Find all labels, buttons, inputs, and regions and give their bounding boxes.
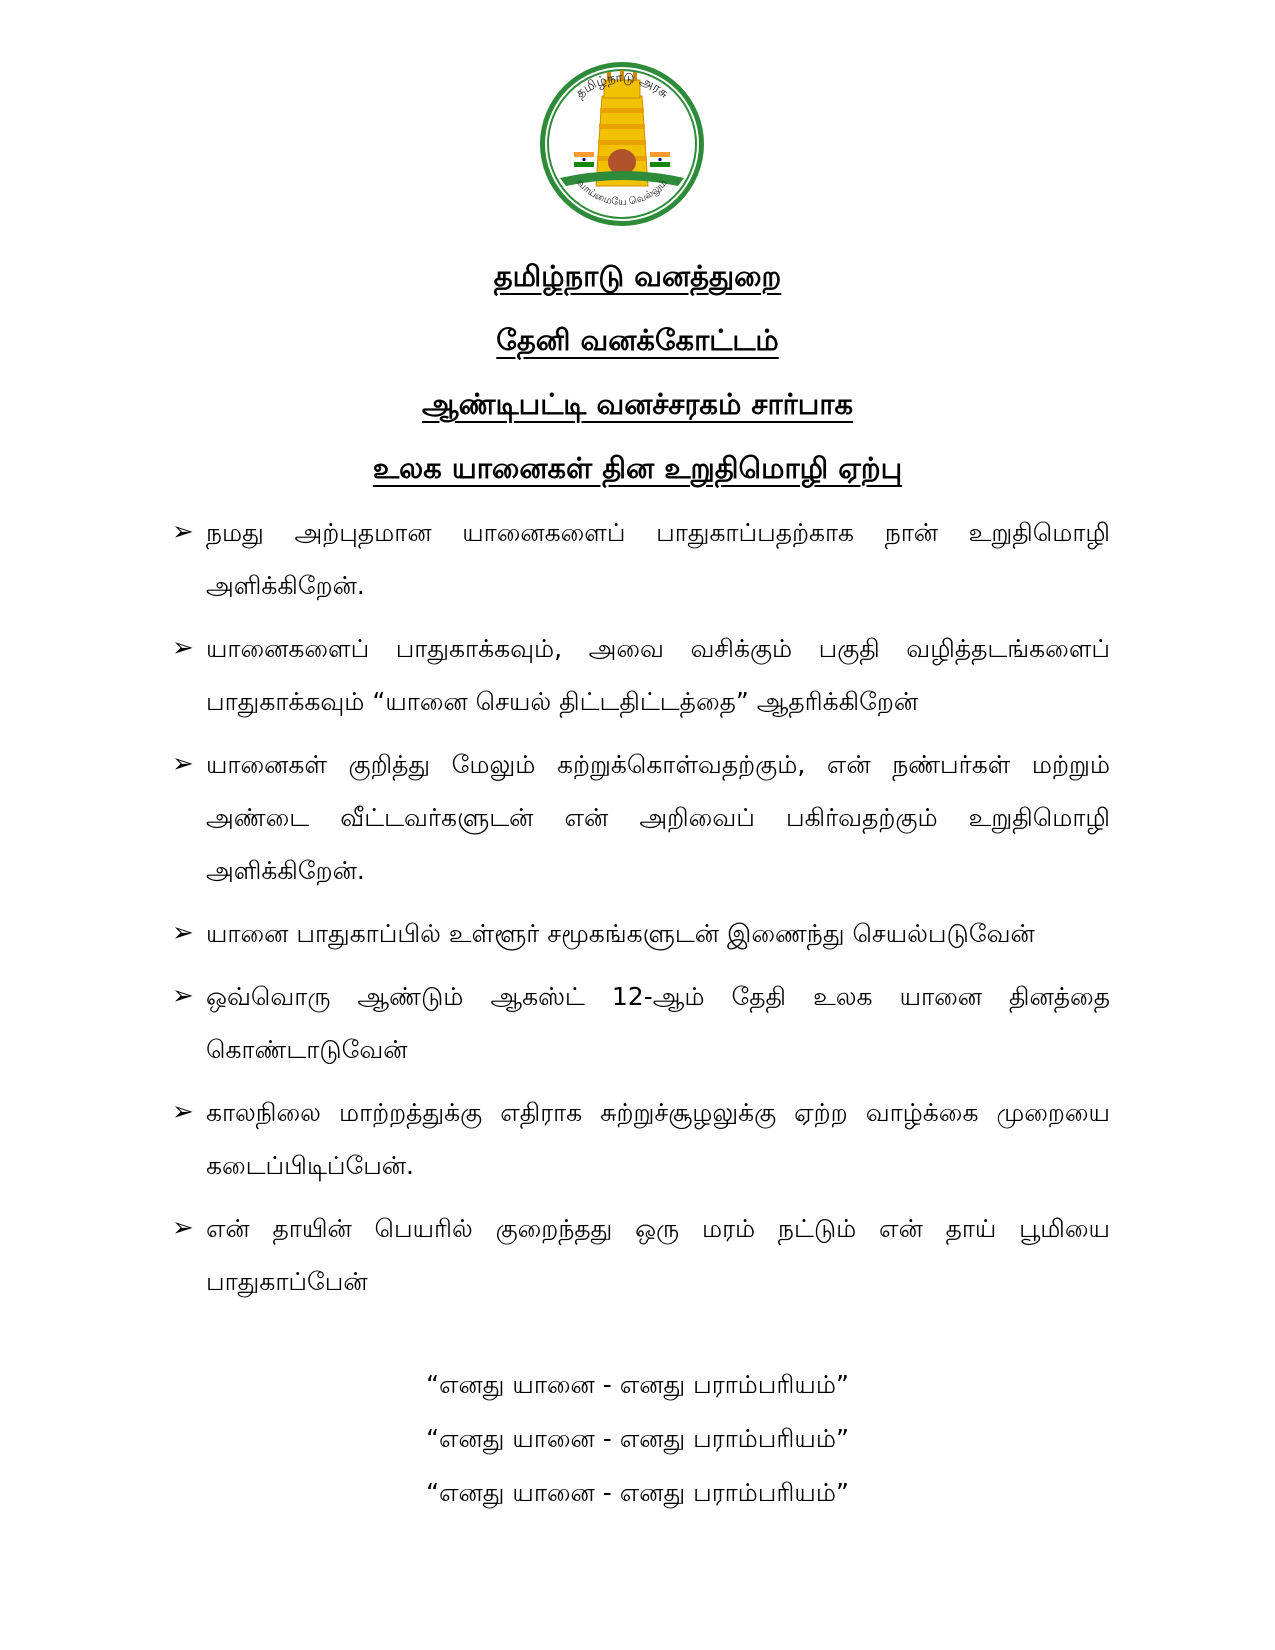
pledge-item: [172, 506, 1110, 612]
arrow-bullet-icon: ➢: [172, 981, 194, 1011]
document-headings: [0, 244, 1275, 500]
arrow-bullet-icon: ➢: [172, 517, 194, 547]
pledge-text: காலநிலை மாற்றத்துக்கு எதிராக சுற்றுச்சூழலுக்கு ஏற்ற வாழ்க்கை முறையை கடைப்பிடிப்பேன்.: [206, 1098, 1110, 1180]
arrow-bullet-icon: ➢: [172, 633, 194, 663]
svg-text:தமிழ்நாடு அரசு: தமிழ்நாடு அரசு: [572, 70, 672, 102]
arrow-bullet-icon: ➢: [172, 749, 194, 779]
svg-text:வாய்மையே வெல்லும்: வாய்மையே வெல்லும்: [574, 177, 670, 208]
pledge-title: உலக யானைகள் தின உறுதிமொழி ஏற்பு: [372, 451, 903, 485]
pledge-item: [172, 622, 1110, 728]
division-title: தேனி வனக்கோட்டம்: [496, 323, 779, 357]
slogan-line: “எனது யானை - எனது பராம்பரியம்”: [426, 1424, 849, 1453]
arrow-bullet-icon: ➢: [172, 1097, 194, 1127]
arrow-bullet-icon: ➢: [172, 1213, 194, 1243]
slogan-block: [0, 1358, 1275, 1520]
pledge-item: [172, 970, 1110, 1076]
department-title: தமிழ்நாடு வனத்துறை: [493, 259, 782, 293]
pledge-text: நமது அற்புதமான யானைகளைப் பாதுகாப்பதற்காக நான் உறுதிமொழி அளிக்கிறேன்.: [206, 518, 1110, 600]
slogan-line: “எனது யானை - எனது பராம்பரியம்”: [426, 1478, 849, 1507]
pledge-text: என் தாயின் பெயரில் குறைந்தது ஒரு மரம் நட்டும் என் தாய் பூமியை பாதுகாப்பேன்: [206, 1214, 1110, 1296]
pledge-list: [172, 506, 1110, 1318]
pledge-item: [172, 738, 1110, 897]
arrow-bullet-icon: ➢: [172, 918, 194, 948]
pledge-item: [172, 907, 1110, 960]
pledge-text: யானைகள் குறித்து மேலும் கற்றுக்கொள்வதற்கும், என் நண்பர்கள் மற்றும் அண்டை வீட்டவர்களுடன் என் அறிவைப் பகிர்வதற்கும் உறுதிமொழி அளிக்கிறேன்.: [206, 750, 1110, 885]
pledge-text: ஒவ்வொரு ஆண்டும் ஆகஸ்ட் 12-ஆம் தேதி உலக யானை தினத்தை கொண்டாடுவேன்: [206, 982, 1110, 1064]
pledge-item: [172, 1086, 1110, 1192]
emblem-seal-icon: [538, 52, 706, 234]
pledge-text: யானைகளைப் பாதுகாக்கவும், அவை வசிக்கும் பகுதி வழித்தடங்களைப் பாதுகாக்கவும் “யானை செயல் திட்டதிட்டத்தை” ஆதரிக்கிறேன்: [206, 634, 1110, 716]
pledge-item: [172, 1202, 1110, 1308]
slogan-line: “எனது யானை - எனது பராம்பரியம்”: [426, 1370, 849, 1399]
tamil-nadu-emblem: [538, 52, 706, 234]
range-title: ஆண்டிபட்டி வனச்சரகம் சார்பாக: [421, 387, 854, 421]
pledge-text: யானை பாதுகாப்பில் உள்ளூர் சமூகங்களுடன் இணைந்து செயல்படுவேன்: [206, 919, 1035, 948]
